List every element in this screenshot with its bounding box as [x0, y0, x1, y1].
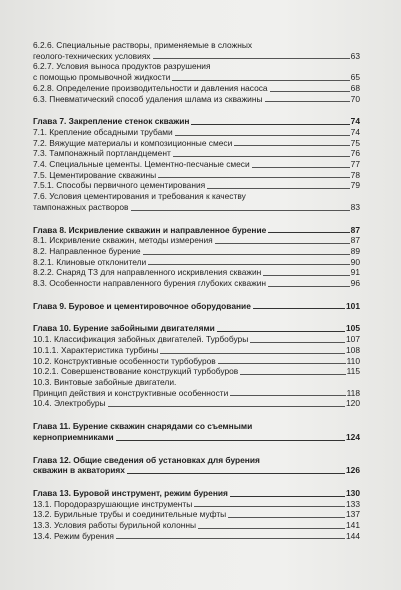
- leader-line: [250, 341, 345, 343]
- toc-entry: [33, 94, 360, 105]
- toc-entry-title: 10.1. Классификация забойных двигателей. Турбобуры: [33, 334, 249, 345]
- table-of-contents: [33, 40, 360, 541]
- toc-entry: [33, 377, 360, 398]
- toc-entry: [33, 278, 360, 289]
- toc-entry: [33, 191, 360, 212]
- toc-entry-title: 13.1. Породоразрушающие инструменты: [33, 498, 193, 509]
- leader-line: [108, 405, 345, 407]
- leader-line: [240, 373, 345, 375]
- toc-entry: [33, 148, 360, 159]
- toc-entry: [33, 520, 360, 531]
- leader-line: [158, 176, 350, 178]
- leader-line: [263, 274, 349, 276]
- toc-page-number: 79: [350, 180, 360, 191]
- toc-chapter-entry: [33, 421, 360, 442]
- toc-entry-continuation: скважин в акваториях: [33, 465, 125, 476]
- toc-page-number: 87: [350, 224, 360, 235]
- toc-entry: [33, 267, 360, 278]
- toc-page-number: 124: [346, 431, 360, 442]
- leader-line: [160, 352, 345, 354]
- toc-page-number: 133: [346, 498, 360, 509]
- toc-chapter-entry: [33, 301, 360, 312]
- toc-entry-title: 10.1.1. Характеристика турбины: [33, 344, 159, 355]
- toc-page-number: 107: [346, 334, 360, 345]
- leader-line: [116, 439, 345, 441]
- toc-entry-title: 6.3. Пневматический способ удаления шлама из скважины: [33, 93, 263, 104]
- toc-entry: [33, 531, 360, 542]
- toc-entry: [33, 40, 360, 61]
- toc-page-number: 101: [346, 300, 360, 311]
- toc-page-number: 78: [350, 169, 360, 180]
- toc-page-number: 141: [346, 520, 360, 531]
- toc-entry: [33, 334, 360, 345]
- leader-line: [228, 516, 345, 518]
- leader-line: [148, 263, 350, 265]
- toc-entry-title: 8.2. Направленное бурение: [33, 245, 141, 256]
- toc-page-number: 110: [346, 355, 360, 366]
- toc-entry-title: 8.1. Искривление скважин, методы измерения: [33, 235, 213, 246]
- toc-entry-title: 10.2.1. Совершенствование конструкций турбобуров: [33, 366, 239, 377]
- toc-entry: [33, 499, 360, 510]
- toc-page-number: 105: [346, 323, 360, 334]
- toc-page-number: 130: [346, 487, 360, 498]
- toc-page-number: 74: [350, 116, 360, 127]
- toc-page-number: 89: [350, 245, 360, 256]
- toc-entry-title: 8.3. Особенности направленного бурения глубоких скважин: [33, 278, 267, 289]
- toc-entry: [33, 257, 360, 268]
- toc-page-number: 87: [350, 235, 360, 246]
- toc-page-number: 75: [350, 137, 360, 148]
- toc-entry-title: 10.3. Винтовые забойные двигатели.: [33, 376, 177, 387]
- toc-entry-title: 6.2.6. Специальные растворы, применяемые в сложных: [33, 40, 253, 50]
- toc-page-number: 91: [350, 267, 360, 278]
- leader-line: [198, 527, 345, 529]
- toc-entry-title: 10.2. Конструктивные особенности турбобуров: [33, 355, 216, 366]
- toc-page-number: 108: [346, 344, 360, 355]
- leader-line: [218, 362, 346, 364]
- toc-page-number: 65: [350, 72, 360, 83]
- toc-entry-title: 13.4. Режим бурения: [33, 530, 114, 541]
- toc-entry-title: Глава 13. Буровой инструмент, режим бурения: [33, 487, 228, 498]
- toc-page-number: 77: [350, 159, 360, 170]
- toc-entry-title: 13.2. Бурильные трубы и соединительные муфты: [33, 509, 227, 520]
- toc-entry: [33, 356, 360, 367]
- leader-line: [172, 79, 349, 81]
- leader-line: [173, 155, 350, 157]
- toc-entry-title: 6.2.7. Условия выноса продуктов разрушения: [33, 61, 211, 72]
- toc-entry: [33, 138, 360, 149]
- toc-entry: [33, 235, 360, 246]
- leader-line: [116, 537, 345, 539]
- toc-entry: [33, 345, 360, 356]
- toc-entry-continuation: тампонажных растворов: [33, 201, 129, 212]
- toc-entry-title: 6.2.8. Определение производительности и давления насоса: [33, 82, 268, 93]
- toc-entry-title: Глава 11. Бурение скважин снарядами со съемными: [33, 421, 253, 432]
- leader-line: [268, 285, 350, 287]
- toc-entry-title: 7.4. Специальные цементы. Цементно-песчаные смеси: [33, 159, 250, 170]
- toc-page-number: 137: [346, 509, 360, 520]
- toc-entry-title: Глава 9. Буровое и цементировочное оборудование: [33, 300, 251, 311]
- toc-page-number: 120: [346, 398, 360, 409]
- toc-page-number: 63: [350, 50, 360, 61]
- toc-entry: [33, 366, 360, 377]
- toc-entry-title: 8.2.2. Снаряд ТЗ для направленного искривления скважин: [33, 267, 262, 278]
- toc-page-number: 70: [350, 93, 360, 104]
- toc-entry-title: 7.3. Тампонажный портландцемент: [33, 148, 171, 159]
- toc-page-number: 118: [346, 387, 360, 398]
- leader-line: [270, 90, 350, 92]
- toc-page-number: 68: [350, 82, 360, 93]
- toc-entry-continuation: керноприемниками: [33, 431, 114, 442]
- toc-chapter-entry: [33, 455, 360, 476]
- toc-entry-continuation: геолого-технических условиях: [33, 50, 151, 61]
- toc-page-number: 96: [350, 278, 360, 289]
- toc-entry-title: 7.5. Цементирование скважины: [33, 169, 157, 180]
- leader-line: [217, 330, 345, 332]
- toc-entry: [33, 61, 360, 82]
- toc-chapter-entry: [33, 323, 360, 334]
- leader-line: [175, 134, 350, 136]
- toc-entry-title: Глава 10. Бурение забойными двигателями: [33, 323, 215, 334]
- toc-entry-continuation: с помощью промывочной жидкости: [33, 72, 171, 83]
- toc-page-number: 74: [350, 126, 360, 137]
- leader-line: [230, 394, 345, 396]
- toc-entry-title: 7.6. Условия цементирования и требования к качеству: [33, 191, 246, 202]
- toc-entry-title: 7.1. Крепление обсадными трубами: [33, 126, 173, 137]
- leader-line: [131, 209, 350, 211]
- toc-entry: [33, 170, 360, 181]
- toc-entry-title: Глава 12. Общие сведения об установках для бурения: [33, 454, 260, 465]
- leader-line: [265, 100, 350, 102]
- leader-line: [191, 123, 349, 125]
- toc-page-number: 90: [350, 256, 360, 267]
- toc-chapter-entry: [33, 116, 360, 127]
- leader-line: [143, 253, 350, 255]
- toc-entry: [33, 509, 360, 520]
- leader-line: [230, 495, 345, 497]
- toc-page-number: 76: [350, 148, 360, 159]
- leader-line: [127, 472, 345, 474]
- toc-entry: [33, 180, 360, 191]
- leader-line: [253, 307, 345, 309]
- toc-page-number: 83: [350, 201, 360, 212]
- toc-entry-title: 8.2.1. Клиновые отклонители: [33, 256, 147, 267]
- toc-entry-title: Глава 7. Закрепление стенок скважин: [33, 116, 190, 127]
- toc-entry-title: 10.4. Электробуры: [33, 398, 106, 409]
- toc-entry: [33, 246, 360, 257]
- toc-chapter-entry: [33, 225, 360, 236]
- toc-entry: [33, 127, 360, 138]
- toc-entry: [33, 83, 360, 94]
- leader-line: [234, 144, 349, 146]
- leader-line: [194, 505, 345, 507]
- toc-page-number: 115: [346, 366, 360, 377]
- leader-line: [268, 231, 349, 233]
- toc-page-number: 144: [346, 530, 360, 541]
- toc-entry-continuation: Принцип действия и конструктивные особенности: [33, 387, 229, 398]
- toc-entry-title: 7.5.1. Способы первичного цементирования: [33, 180, 206, 191]
- leader-line: [252, 166, 350, 168]
- leader-line: [207, 187, 350, 189]
- toc-chapter-entry: [33, 488, 360, 499]
- leader-line: [215, 242, 350, 244]
- toc-entry: [33, 159, 360, 170]
- toc-entry-title: 7.2. Вяжущие материалы и композиционные смеси: [33, 137, 233, 148]
- toc-entry-title: Глава 8. Искривление скважин и направленное бурение: [33, 224, 267, 235]
- toc-entry-title: 13.3. Условия работы бурильной колонны: [33, 520, 197, 531]
- leader-line: [153, 57, 350, 59]
- toc-page-number: 126: [346, 465, 360, 476]
- toc-entry: [33, 398, 360, 409]
